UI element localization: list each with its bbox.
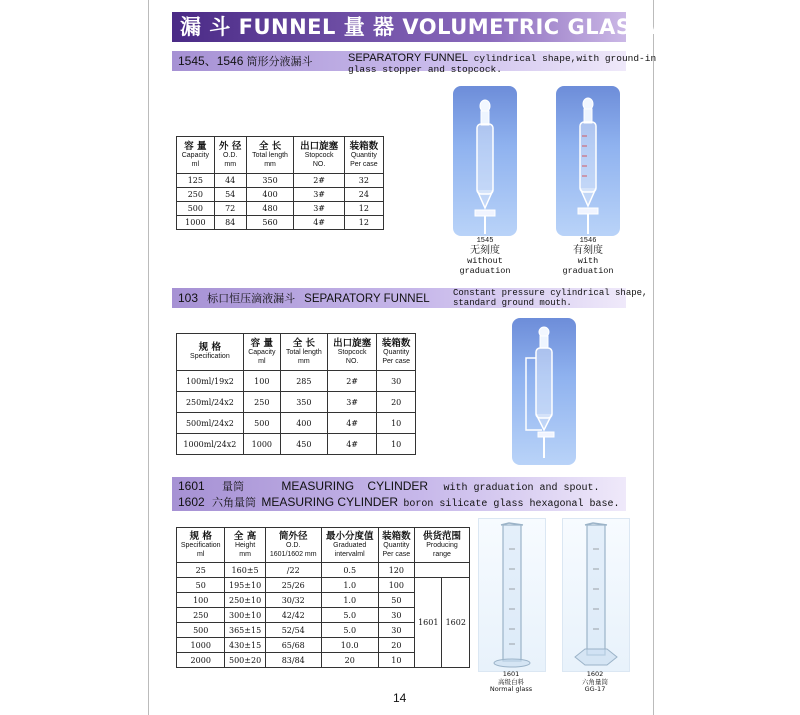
table-cell: 44: [214, 174, 246, 188]
section2-cn-title: 标口恒压滴液漏斗: [207, 292, 296, 305]
table-row: [177, 216, 384, 230]
column-header: [177, 334, 244, 371]
header-unit: 1601/1602 mm: [269, 550, 317, 558]
header-unit: mm: [224, 160, 237, 168]
section1-desc: [348, 53, 656, 75]
table-cell: 400: [280, 413, 327, 434]
table-cell: 1000: [177, 638, 225, 653]
table-cell: 500: [177, 202, 215, 216]
section2-en-title: SEPARATORY FUNNEL: [304, 293, 430, 305]
section3-desc1: with graduation and spout.: [443, 483, 600, 494]
section3-code1: 1601: [178, 479, 205, 493]
caption-cn: 有刻度: [573, 245, 603, 256]
header-cn: 最小分度值: [325, 530, 374, 542]
table-cell: 1000ml/24x2: [177, 434, 244, 455]
table-cell: 1.0: [321, 578, 378, 593]
header-cn: 装箱数: [349, 140, 379, 152]
table-cell: 5.0: [321, 608, 378, 623]
producing-range-cell: 1602: [442, 578, 470, 668]
producing-range-cell: 1601: [415, 578, 442, 668]
header-unit: ml: [258, 357, 266, 365]
header-en: Height: [234, 541, 256, 549]
section3-desc2: boron silicate glass hexagonal base.: [403, 499, 620, 510]
table-cell: 500ml/24x2: [177, 413, 244, 434]
column-header: [265, 528, 321, 563]
cylinder-1601-caption: [478, 671, 544, 694]
table-cell: 50: [378, 593, 414, 608]
table-row: [177, 202, 384, 216]
table-cell: /22: [265, 563, 321, 578]
table-cell: 125: [177, 174, 215, 188]
header-en: Stopcock: [304, 151, 334, 159]
section1-spec-table: [176, 136, 384, 230]
table-cell: 500: [243, 413, 280, 434]
section2-desc: [453, 288, 647, 308]
header-en: Capacity: [181, 151, 209, 159]
header-unit: mm: [239, 550, 251, 558]
caption-en2: graduation: [459, 266, 511, 276]
table-cell: 4#: [327, 413, 377, 434]
page-number: 14: [393, 691, 407, 705]
table-cell: 54: [214, 188, 246, 202]
table-row: [177, 371, 416, 392]
table-cell: 24: [344, 188, 383, 202]
table-cell: 32: [344, 174, 383, 188]
funnel-1545-photo: [453, 86, 517, 236]
column-header: [243, 334, 280, 371]
column-header: [225, 528, 265, 563]
header-en: Producing: [426, 541, 458, 549]
caption-en: GG-17: [584, 685, 606, 693]
table-cell: 430±15: [225, 638, 265, 653]
table-cell: 350: [246, 174, 294, 188]
column-header: [246, 137, 294, 174]
cylinder-1601-photo: [478, 518, 546, 672]
header-en: Quantity: [350, 151, 377, 159]
table-cell: 20: [378, 638, 414, 653]
header-unit: intervalml: [334, 550, 365, 558]
table-cell: 3#: [294, 202, 344, 216]
table-cell: 10.0: [321, 638, 378, 653]
table-cell: 300±10: [225, 608, 265, 623]
hexagonal-cylinder-illustration: [563, 519, 629, 671]
section3-spec-table: [176, 527, 470, 668]
header-cn: 全 长: [258, 140, 282, 152]
table-cell: 500: [177, 623, 225, 638]
table-cell: 30: [377, 371, 416, 392]
section2-desc-line1: Constant pressure cylindrical shape,: [453, 288, 648, 298]
header-en: O.D.: [223, 151, 238, 159]
table-cell: 500±20: [225, 653, 265, 668]
section2-spec-table: [176, 333, 416, 455]
header-en: Total length: [285, 348, 322, 356]
header-cn: 规 格: [189, 530, 212, 542]
header-unit: range: [433, 550, 451, 558]
section2-desc-line2: standard ground mouth.: [453, 298, 572, 308]
column-header: [327, 334, 377, 371]
table-row: [177, 392, 416, 413]
table-cell: 250: [243, 392, 280, 413]
header-cn: 全 长: [292, 337, 316, 349]
caption-en2: graduation: [562, 266, 614, 276]
section1-heading: [178, 52, 312, 69]
table-cell: 100: [378, 578, 414, 593]
table-cell: 195±10: [225, 578, 265, 593]
column-header: [214, 137, 246, 174]
table-cell: 0.5: [321, 563, 378, 578]
caption-cn: 无刻度: [470, 245, 500, 256]
table-cell: 450: [280, 434, 327, 455]
header-unit: NO.: [345, 357, 359, 365]
table-cell: 25: [177, 563, 225, 578]
separatory-funnel-illustration: [453, 86, 517, 236]
table-cell: 10: [378, 653, 414, 668]
table-cell: 10: [377, 434, 416, 455]
column-header: [415, 528, 470, 563]
column-header: [177, 528, 225, 563]
header-cn: 装箱数: [381, 337, 411, 349]
table-row: [177, 413, 416, 434]
table-cell: 4#: [327, 434, 377, 455]
header-cn: 筒外径: [278, 530, 308, 542]
column-header: [294, 137, 344, 174]
table-cell: 250: [177, 608, 225, 623]
column-header: [378, 528, 414, 563]
table-cell: 2#: [327, 371, 377, 392]
caption-en1: with: [577, 256, 599, 266]
table-cell: 2#: [294, 174, 344, 188]
funnel-103-photo: [512, 318, 576, 465]
header-cn: 出口旋塞: [300, 140, 339, 152]
caption-number: 1546: [579, 237, 597, 245]
header-en: Graduated: [333, 541, 367, 549]
table-cell: 120: [378, 563, 414, 578]
table-cell: 285: [280, 371, 327, 392]
header-en: Capacity: [248, 348, 276, 356]
caption-number: 1602: [586, 670, 604, 678]
header-cn: 全 高: [233, 530, 257, 542]
header-unit: mm: [298, 357, 310, 365]
column-header: [377, 334, 416, 371]
table-cell: 50: [177, 578, 225, 593]
section3-heading-line1: [178, 478, 599, 494]
table-cell: 72: [214, 202, 246, 216]
table-cell: 400: [246, 188, 294, 202]
header-unit: Per case: [350, 160, 378, 168]
table-cell: 480: [246, 202, 294, 216]
table-cell: 5.0: [321, 623, 378, 638]
table-cell: 250ml/24x2: [177, 392, 244, 413]
section2-heading: [178, 290, 430, 306]
header-en: Quantity: [383, 541, 410, 549]
column-header: [280, 334, 327, 371]
table-cell: 365±15: [225, 623, 265, 638]
section1-desc-line1: cylindrical shape,with ground-in: [473, 53, 657, 64]
funnel-1545-caption: [445, 236, 525, 276]
header-unit: ml: [197, 550, 205, 558]
header-en: O.D.: [286, 541, 301, 549]
section2-code: 103: [178, 291, 199, 305]
section3-code2: 1602: [178, 495, 205, 509]
header-en: Stopcock: [337, 348, 367, 356]
table-cell: 20: [377, 392, 416, 413]
range-cell-empty: [415, 563, 470, 578]
caption-number: 1545: [476, 237, 494, 245]
column-header: [177, 137, 215, 174]
page-title: 漏 斗 FUNNEL 量 器 VOLUMETRIC GLASSWARE: [172, 12, 626, 42]
table-cell: 100: [243, 371, 280, 392]
table-cell: 350: [280, 392, 327, 413]
table-cell: 100: [177, 593, 225, 608]
header-cn: 容 量: [184, 140, 207, 152]
header-unit: ml: [191, 160, 200, 168]
table-cell: 12: [344, 216, 383, 230]
header-cn: 规 格: [198, 342, 222, 353]
table-cell: 3#: [294, 188, 344, 202]
table-cell: 1000: [243, 434, 280, 455]
header-unit: NO.: [312, 160, 326, 168]
table-cell: 1000: [177, 216, 215, 230]
table-cell: 250±10: [225, 593, 265, 608]
measuring-cylinder-illustration: [479, 519, 545, 671]
separatory-funnel-illustration: [556, 86, 620, 236]
section3-heading-line2: [178, 494, 619, 510]
header-cn: 外 径: [219, 140, 242, 152]
header-cn: 供货范围: [422, 530, 461, 542]
table-row: [177, 563, 470, 578]
section1-desc-line2: glass stopper and stopcock.: [348, 64, 502, 75]
section1-code: 1545、1546: [178, 54, 244, 68]
header-unit: Per case: [382, 357, 410, 365]
table-cell: 65/68: [265, 638, 321, 653]
cylinder-1602-photo: [562, 518, 630, 672]
table-row: [177, 434, 416, 455]
table-cell: 1.0: [321, 593, 378, 608]
table-cell: 30: [378, 608, 414, 623]
caption-number: 1601: [502, 670, 520, 678]
section3-en1: MEASURING CYLINDER: [281, 479, 429, 493]
funnel-1546-caption: [548, 236, 628, 276]
table-cell: 20: [321, 653, 378, 668]
table-cell: 100ml/19x2: [177, 371, 244, 392]
table-cell: 560: [246, 216, 294, 230]
section1-cn-title: 筒形分液漏斗: [246, 55, 313, 68]
caption-en1: without: [467, 256, 503, 266]
section3-en2: MEASURING CYLINDER: [261, 495, 399, 509]
header-cn: 装箱数: [382, 530, 411, 542]
header-unit: Per case: [382, 550, 411, 558]
header-en: Specification: [190, 353, 230, 360]
column-header: [344, 137, 383, 174]
header-unit: mm: [264, 160, 276, 168]
table-cell: 2000: [177, 653, 225, 668]
table-cell: 30/32: [265, 593, 321, 608]
table-cell: 84: [214, 216, 246, 230]
caption-cn: 高级白料: [498, 677, 524, 686]
table-cell: 12: [344, 202, 383, 216]
header-cn: 容 量: [250, 337, 273, 349]
section1-en-title: SEPARATORY FUNNEL: [348, 52, 469, 64]
table-row: [177, 578, 470, 593]
header-en: Total length: [252, 151, 288, 159]
header-en: Quantity: [383, 348, 410, 356]
column-header: [321, 528, 378, 563]
table-cell: 10: [377, 413, 416, 434]
funnel-1546-photo: [556, 86, 620, 236]
caption-cn: 六角量筒: [582, 677, 608, 686]
table-cell: 30: [378, 623, 414, 638]
table-cell: 160±5: [225, 563, 265, 578]
section3-cn1: 量筒: [222, 480, 245, 493]
cylinder-1602-caption: [562, 671, 628, 694]
section3-cn2: 六角量筒: [212, 496, 257, 509]
table-row: [177, 174, 384, 188]
table-row: [177, 188, 384, 202]
table-cell: 25/26: [265, 578, 321, 593]
pressure-equalizing-funnel-illustration: [512, 318, 576, 465]
header-cn: 出口旋塞: [333, 337, 372, 349]
table-cell: 52/54: [265, 623, 321, 638]
table-cell: 4#: [294, 216, 344, 230]
table-cell: 250: [177, 188, 215, 202]
header-en: Specification: [180, 541, 221, 549]
table-cell: 3#: [327, 392, 377, 413]
caption-en: Normal glass: [489, 685, 533, 693]
table-cell: 42/42: [265, 608, 321, 623]
table-cell: 83/84: [265, 653, 321, 668]
